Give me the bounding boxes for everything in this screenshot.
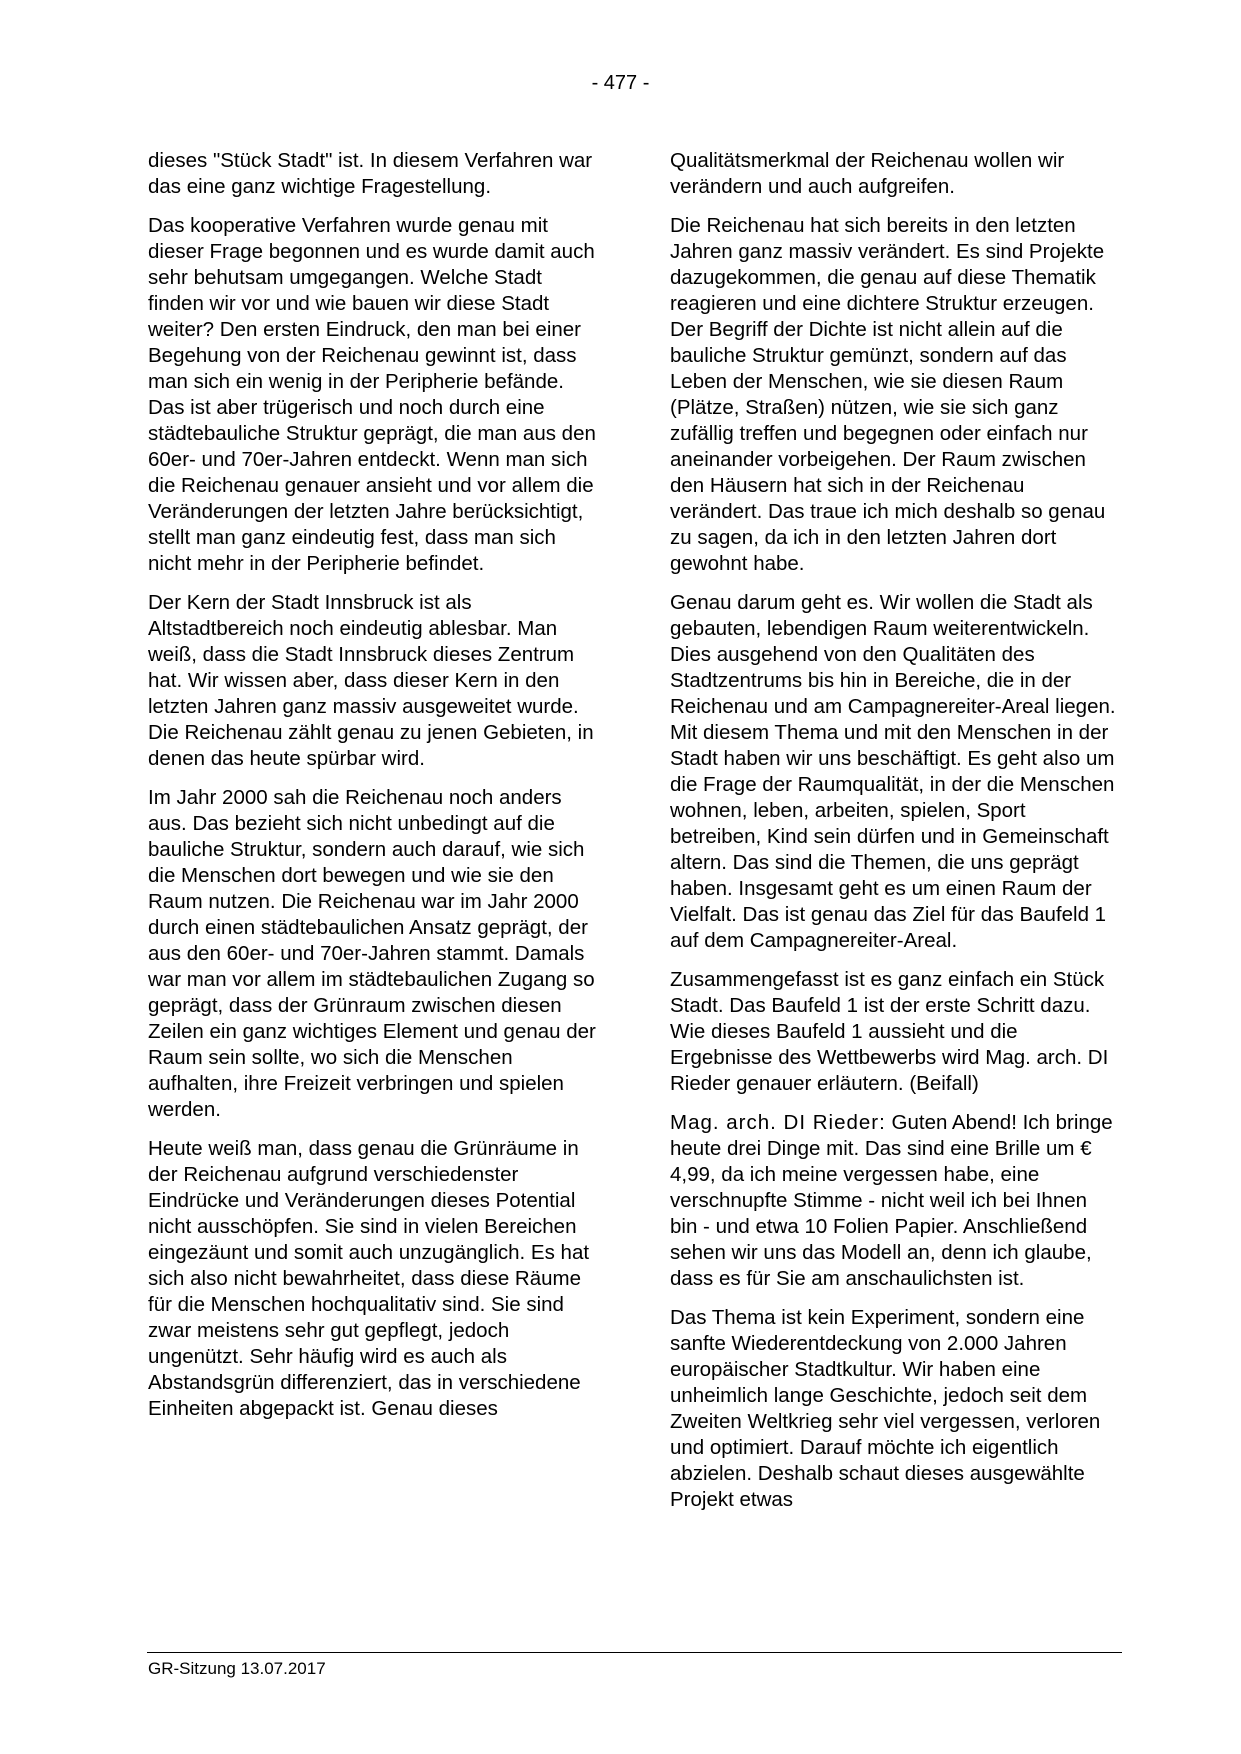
- page-number: - 477 -: [591, 72, 650, 94]
- paragraph: Der Kern der Stadt Innsbruck ist als Altstadtbereich noch eindeutig ablesbar. Man weiß, dass die Stadt Innsbruck dieses Zentrum hat. Wir wissen aber, dass dieser Kern in den letzten Jahren ganz massiv ausgeweitet wurde. Die Reichenau zählt genau zu jenen Gebieten, in denen das heute spürbar wird.: [148, 591, 594, 770]
- paragraph: Das kooperative Verfahren wurde genau mit dieser Frage begonnen und es wurde damit auch sehr behutsam umgegangen. Welche Stadt finden wir vor und wie bauen wir diese Stadt weiter? Den ersten Eindruck, den man bei einer Begehung von der Reichenau gewinnt ist, dass man sich ein wenig in der Peripherie befände. Das ist aber trügerisch und noch durch eine städtebauliche Struktur geprägt, die man aus den 60er- und 70er-Jahren entdeckt. Wenn man sich die Reichenau genauer ansieht und vor allem die Veränderungen der letzten Jahre berücksichtigt, stellt man ganz eindeutig fest, dass man sich nicht mehr in der Peripherie befindet.: [148, 214, 596, 575]
- paragraph: Genau darum geht es. Wir wollen die Stadt als gebauten, lebendigen Raum weiterentwickeln. Dies ausgehend von den Qualitäten des Stadtzentrums bis hin in Bereiche, die in der Reichenau und am Campagnereiter-Areal liegen. Mit diesem Thema und mit den Menschen in der Stadt haben wir uns beschäftigt. Es geht also um die Frage der Raumqualität, in der die Menschen wohnen, leben, arbeiten, spielen, Sport betreiben, Kind sein dürfen und in Gemeinschaft altern. Das sind die Themen, die uns geprägt haben. Insgesamt geht es um einen Raum der Vielfalt. Das ist genau das Ziel für das Baufeld 1 auf dem Campagnereiter-Areal.: [670, 591, 1116, 952]
- right-column: [670, 148, 1120, 1526]
- left-column: [148, 148, 598, 1435]
- paragraph: Das Thema ist kein Experiment, sondern eine sanfte Wiederentdeckung von 2.000 Jahren europäischer Stadtkultur. Wir haben eine unheimlich lange Geschichte, jedoch seit dem Zweiten Weltkrieg sehr viel vergessen, verloren und optimiert. Darauf möchte ich eigentlich abzielen. Deshalb schaut dieses ausgewählte Projekt etwas: [670, 1306, 1101, 1511]
- paragraph: Die Reichenau hat sich bereits in den letzten Jahren ganz massiv verändert. Es sind Projekte dazugekommen, die genau auf diese Thematik reagieren und eine dichtere Struktur erzeugen. Der Begriff der Dichte ist nicht allein auf die bauliche Struktur gemünzt, sondern auf das Leben der Menschen, wie sie diesen Raum (Plätze, Straßen) nützen, wie sie sich ganz zufällig treffen und begegnen oder einfach nur aneinander vorbeigehen. Der Raum zwischen den Häusern hat sich in der Reichenau verändert. Das traue ich mich deshalb so genau zu sagen, da ich in den letzten Jahren dort gewohnt habe.: [670, 214, 1106, 575]
- speaker-text: Guten Abend! Ich bringe heute drei Dinge mit. Das sind eine Brille um € 4,99, da ich meine vergessen habe, eine verschnupfte Stimme - nicht weil ich bei Ihnen bin - und etwa 10 Folien Papier. Anschließend sehen wir uns das Modell an, denn ich glaube, dass es für Sie am anschaulichsten ist.: [670, 1111, 1113, 1290]
- paragraph: dieses "Stück Stadt" ist. In diesem Verfahren war das eine ganz wichtige Fragestellung.: [148, 149, 593, 198]
- footer-divider: [147, 1652, 1122, 1653]
- footer-session-date: GR-Sitzung 13.07.2017: [148, 1659, 326, 1678]
- paragraph: Qualitätsmerkmal der Reichenau wollen wir verändern und auch aufgreifen.: [670, 149, 1065, 198]
- speaker-paragraph: [670, 1110, 1120, 1292]
- speaker-name: Mag. arch. DI Rieder:: [670, 1111, 886, 1134]
- paragraph: Im Jahr 2000 sah die Reichenau noch anders aus. Das bezieht sich nicht unbedingt auf die bauliche Struktur, sondern auch darauf, wie sich die Menschen dort bewegen und wie sie den Raum nutzen. Die Reichenau war im Jahr 2000 durch einen städtebaulichen Ansatz geprägt, der aus den 60er- und 70er-Jahren stammt. Damals war man vor allem im städtebaulichen Zugang so geprägt, dass der Grünraum zwischen diesen Zeilen ein ganz wichtiges Element und genau der Raum sein sollte, wo sich die Menschen aufhalten, ihre Freizeit verbringen und spielen werden.: [148, 786, 596, 1121]
- paragraph: Heute weiß man, dass genau die Grünräume in der Reichenau aufgrund verschiedenster Eindrücke und Veränderungen dieses Potential nicht ausschöpfen. Sie sind in vielen Bereichen eingezäunt und somit auch unzugänglich. Es hat sich also nicht bewahrheitet, dass diese Räume für die Menschen hochqualitativ sind. Sie sind zwar meistens sehr gut gepflegt, jedoch ungenützt. Sehr häufig wird es auch als Abstandsgrün differenziert, das in verschiedene Einheiten abgepackt ist. Genau dieses: [148, 1137, 590, 1420]
- paragraph: Zusammengefasst ist es ganz einfach ein Stück Stadt. Das Baufeld 1 ist der erste Schritt dazu. Wie dieses Baufeld 1 aussieht und die Ergebnisse des Wettbewerbs wird Mag. arch. DI Rieder genauer erläutern. (Beifall): [670, 968, 1109, 1095]
